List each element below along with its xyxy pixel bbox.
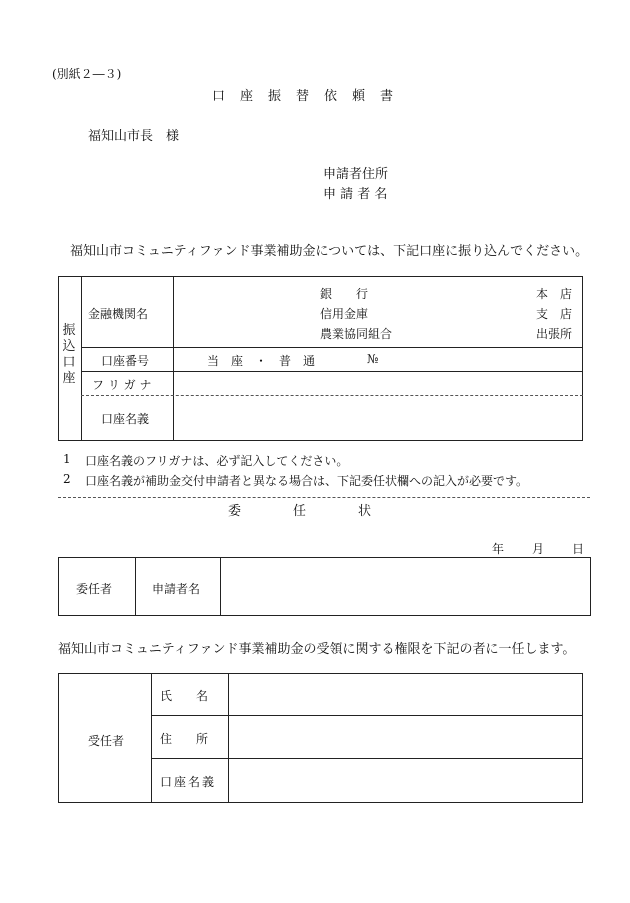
delegator-label: 委任者: [76, 582, 113, 596]
transfer-account-side-label: [61, 323, 77, 387]
delegate-label: 受任者: [88, 734, 125, 748]
side-label-char: 座: [62, 371, 76, 386]
delegation-statement: 福知山市コミュニティファンド事業補助金の受領に関する権限を下記の者に一任します。: [58, 642, 576, 657]
side-label-char: 込: [62, 339, 76, 354]
delegate-name-label: 氏 名: [160, 689, 209, 703]
document-title: 口座振替依頼書: [212, 89, 409, 104]
branch-type-branch: 支 店: [536, 307, 573, 321]
note-number: 1: [63, 452, 71, 466]
intro-text: 福知山市コミュニティファンド事業補助金については、下記口座に振り込んでください。: [70, 244, 589, 259]
account-number-label: 口座番号: [101, 354, 150, 368]
number-mark: №: [367, 352, 379, 366]
inst-type-ja: 農業協同組合: [320, 327, 393, 341]
delegate-address-label: 住 所: [160, 732, 209, 746]
cut-line: [58, 497, 590, 498]
form-number: (別紙２―３): [52, 67, 122, 81]
delegate-account-name-label: 口座名義: [160, 775, 217, 789]
applicant-name-label: 申 請 者 名: [323, 187, 388, 202]
applicant-address-label: 申請者住所: [323, 167, 389, 182]
date-month: 月: [532, 542, 545, 556]
branch-type-office: 出張所: [536, 327, 573, 341]
note-number: 2: [63, 472, 71, 486]
date-day: 日: [572, 542, 585, 556]
date-year: 年: [492, 542, 505, 556]
side-label-char: 口: [62, 355, 76, 370]
branch-type-main: 本 店: [536, 287, 573, 301]
inst-type-bank: 銀 行: [320, 287, 369, 301]
side-label-char: 振: [62, 323, 76, 338]
account-types: 当 座 ・ 普 通: [207, 354, 316, 368]
financial-institution-label: 金融機関名: [88, 307, 149, 321]
delegation-title: 委 任 状: [228, 504, 372, 519]
furigana-label: フ リ ガ ナ: [92, 378, 152, 392]
inst-type-shinkin: 信用金庫: [320, 307, 369, 321]
note-text: 口座名義のフリガナは、必ず記入してください。: [85, 454, 349, 468]
account-holder-label: 口座名義: [101, 412, 150, 426]
applicant-name-cell-label: 申請者名: [152, 582, 201, 596]
addressee: 福知山市長 様: [88, 129, 180, 144]
note-text: 口座名義が補助金交付申請者と異なる場合は、下記委任状欄への記入が必要です。: [85, 474, 529, 488]
